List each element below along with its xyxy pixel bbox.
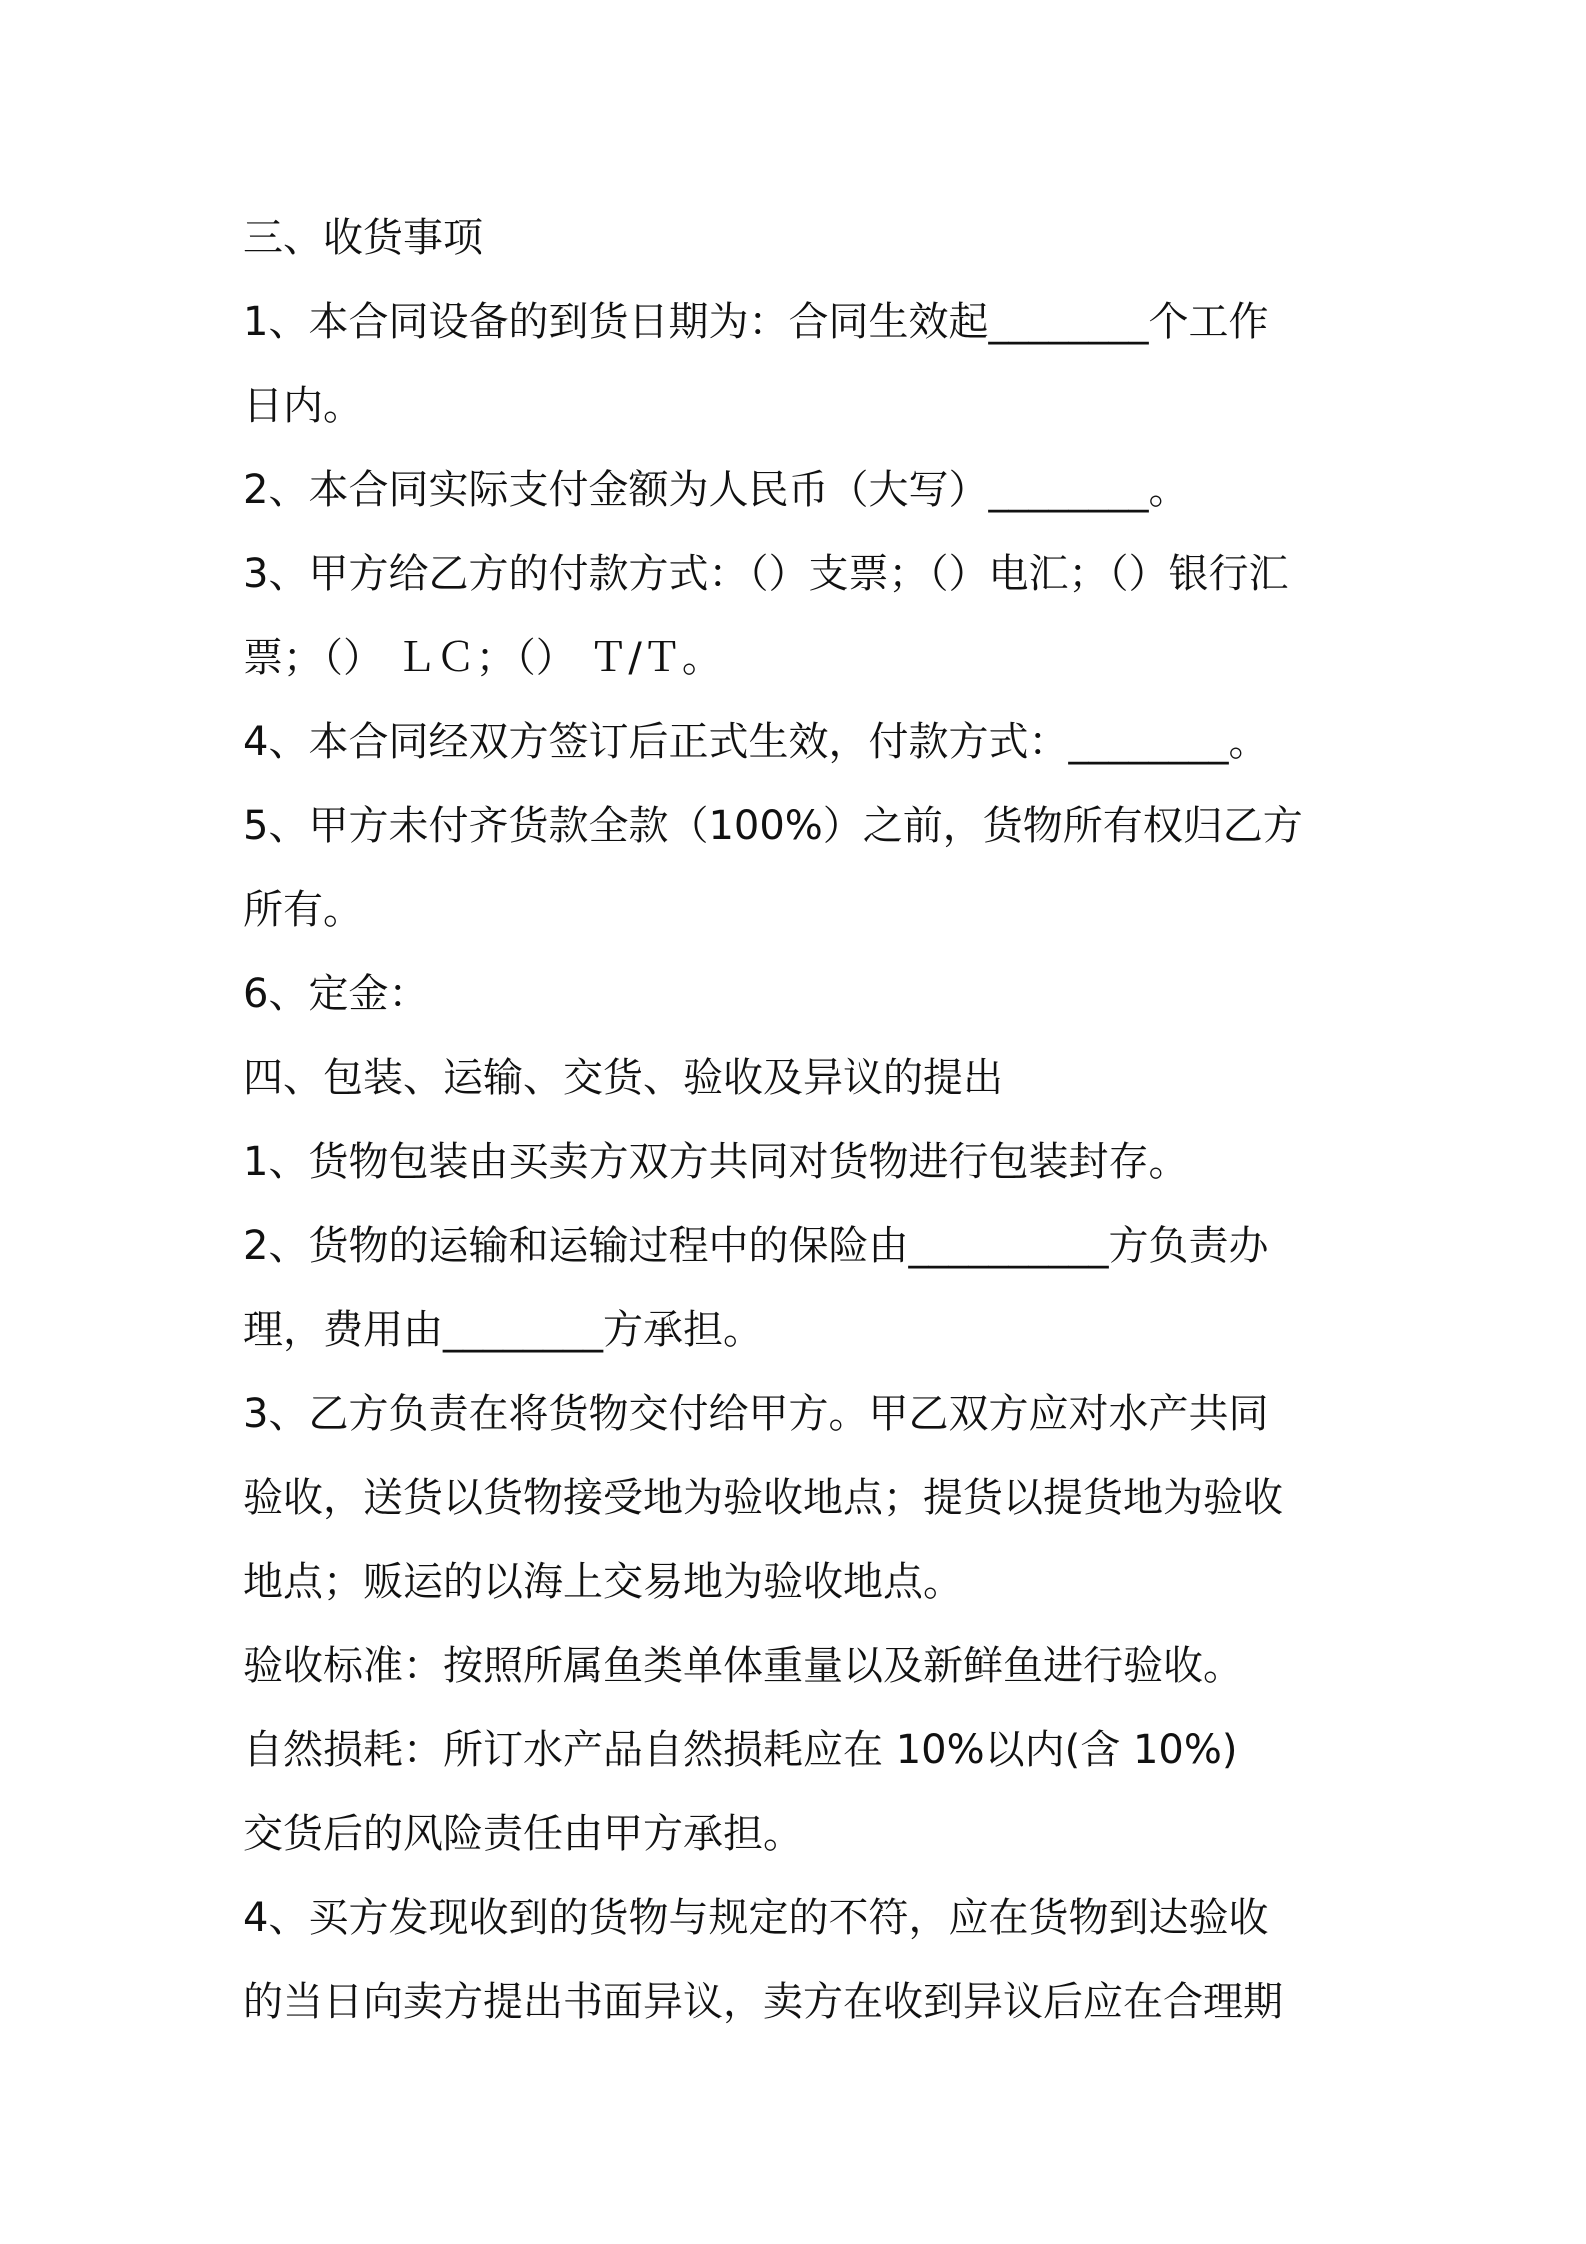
clause-acceptance-cont-2: 地点；贩运的以海上交易地为验收地点。: [243, 1559, 963, 1605]
natural-loss: 自然损耗：所订水产品自然损耗应在 10%以内(含 10%): [243, 1727, 1238, 1773]
clause-acceptance: 3、乙方负责在将货物交付给甲方。甲乙双方应对水产共同: [243, 1391, 1269, 1437]
clause-effective: 4、本合同经双方签订后正式生效，付款方式：________。: [243, 719, 1269, 765]
clause-delivery-date-cont: 日内。: [243, 383, 363, 429]
risk-after-delivery: 交货后的风险责任由甲方承担。: [243, 1811, 803, 1857]
clause-deposit: 6、定金：: [243, 971, 429, 1017]
clause-transport-insurance: 2、货物的运输和运输过程中的保险由__________方负责办: [243, 1223, 1269, 1269]
clause-payment-methods-cont: 票；（） ＬＣ；（） Ｔ/Ｔ。: [243, 635, 722, 681]
section-heading-receiving: 三、收货事项: [243, 215, 483, 261]
clause-ownership-cont: 所有。: [243, 887, 363, 933]
clause-payment-methods: 3、甲方给乙方的付款方式：（）支票；（）电汇；（）银行汇: [243, 551, 1289, 597]
clause-objection-cont: 的当日向卖方提出书面异议，卖方在收到异议后应在合理期: [243, 1979, 1283, 2025]
clause-transport-insurance-cont: 理，费用由________方承担。: [243, 1307, 763, 1353]
clause-objection: 4、买方发现收到的货物与规定的不符，应在货物到达验收: [243, 1895, 1269, 1941]
clause-acceptance-cont-1: 验收，送货以货物接受地为验收地点；提货以提货地为验收: [243, 1475, 1283, 1521]
clause-packaging: 1、货物包装由买卖方双方共同对货物进行包装封存。: [243, 1139, 1189, 1185]
clause-payment-amount: 2、本合同实际支付金额为人民币（大写）________。: [243, 467, 1189, 513]
acceptance-standard: 验收标准：按照所属鱼类单体重量以及新鲜鱼进行验收。: [243, 1643, 1243, 1689]
clause-ownership: 5、甲方未付齐货款全款（100%）之前，货物所有权归乙方: [243, 803, 1303, 849]
section-heading-packaging: 四、包装、运输、交货、验收及异议的提出: [243, 1055, 1003, 1101]
clause-delivery-date: 1、本合同设备的到货日期为：合同生效起________个工作: [243, 299, 1269, 345]
document-body: [243, 196, 1353, 2044]
